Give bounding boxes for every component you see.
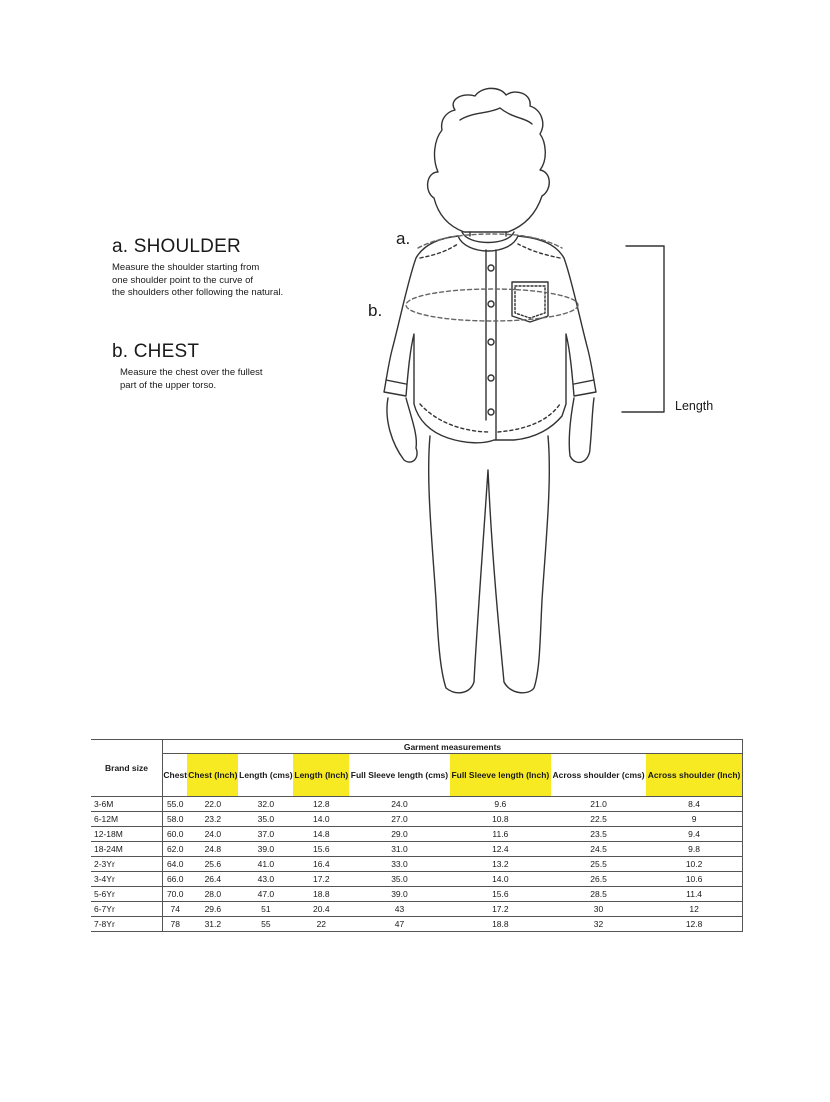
measurement-cell: 22.0 xyxy=(187,797,238,812)
measurement-cell: 22 xyxy=(293,917,349,932)
brand-size-cell: 7-8Yr xyxy=(91,917,163,932)
marker-b: b. xyxy=(368,301,383,320)
measurement-cell: 33.0 xyxy=(349,857,450,872)
table-row xyxy=(91,872,743,887)
measurement-cell: 12.4 xyxy=(450,842,551,857)
column-header: Full Sleeve length (Inch) xyxy=(450,754,551,797)
measurement-cell: 9 xyxy=(646,812,742,827)
measurement-cell: 60.0 xyxy=(163,827,188,842)
measurement-cell: 27.0 xyxy=(349,812,450,827)
measurement-cell: 55 xyxy=(238,917,293,932)
measurement-cell: 21.0 xyxy=(551,797,646,812)
measurement-cell: 17.2 xyxy=(293,872,349,887)
measurement-cell: 9.8 xyxy=(646,842,742,857)
measurement-cell: 10.8 xyxy=(450,812,551,827)
chest-description xyxy=(120,367,263,392)
child-head xyxy=(428,88,550,232)
measurement-cell: 64.0 xyxy=(163,857,188,872)
measurement-cell: 15.6 xyxy=(293,842,349,857)
measurement-cell: 55.0 xyxy=(163,797,188,812)
measurement-cell: 26.5 xyxy=(551,872,646,887)
column-header: Across shoulder (Inch) xyxy=(646,754,742,797)
measurement-cell: 43 xyxy=(349,902,450,917)
chest-measure-line xyxy=(406,289,578,321)
measurement-cell: 23.2 xyxy=(187,812,238,827)
chest-guide xyxy=(112,341,263,392)
measurement-cell: 32.0 xyxy=(238,797,293,812)
measurement-cell: 47 xyxy=(349,917,450,932)
measurement-cell: 12 xyxy=(646,902,742,917)
marker-a: a. xyxy=(396,229,411,248)
column-header: Length (cms) xyxy=(238,754,293,797)
measurement-cell: 20.4 xyxy=(293,902,349,917)
measurement-cell: 47.0 xyxy=(238,887,293,902)
measurement-cell: 13.2 xyxy=(450,857,551,872)
measurement-cell: 58.0 xyxy=(163,812,188,827)
table-row xyxy=(91,917,743,932)
brand-size-cell: 2-3Yr xyxy=(91,857,163,872)
brand-size-cell: 3-4Yr xyxy=(91,872,163,887)
measurement-cell: 31.2 xyxy=(187,917,238,932)
measurement-cell: 24.0 xyxy=(187,827,238,842)
measurement-cell: 62.0 xyxy=(163,842,188,857)
shoulder-description xyxy=(112,262,283,300)
column-header: Length (Inch) xyxy=(293,754,349,797)
measurement-cell: 14.0 xyxy=(450,872,551,887)
measurement-cell: 11.6 xyxy=(450,827,551,842)
chest-title: b. CHEST xyxy=(112,341,200,362)
measurement-cell: 17.2 xyxy=(450,902,551,917)
length-bracket xyxy=(622,246,664,412)
measurement-cell: 70.0 xyxy=(163,887,188,902)
measurement-cell: 10.2 xyxy=(646,857,742,872)
column-header: Across shoulder (cms) xyxy=(551,754,646,797)
brand-size-header: Brand size xyxy=(91,740,163,797)
measurement-cell: 51 xyxy=(238,902,293,917)
measurement-cell: 18.8 xyxy=(450,917,551,932)
measurement-cell: 8.4 xyxy=(646,797,742,812)
measurement-cell: 35.0 xyxy=(349,872,450,887)
table-row xyxy=(91,887,743,902)
measurement-cell: 24.5 xyxy=(551,842,646,857)
measurement-cell: 10.6 xyxy=(646,872,742,887)
measurement-cell: 74 xyxy=(163,902,188,917)
garment-measurements-header: Garment measurements xyxy=(163,740,743,754)
table-row xyxy=(91,827,743,842)
measurement-cell: 26.4 xyxy=(187,872,238,887)
measurement-cell: 18.8 xyxy=(293,887,349,902)
measurement-cell: 28.0 xyxy=(187,887,238,902)
length-label: Length xyxy=(675,399,714,413)
measurement-cell: 31.0 xyxy=(349,842,450,857)
brand-size-cell: 5-6Yr xyxy=(91,887,163,902)
shoulder-desc-line: the shoulders other following the natural. xyxy=(112,287,284,298)
measurement-cell: 16.4 xyxy=(293,857,349,872)
measurement-cell: 30 xyxy=(551,902,646,917)
measurement-cell: 25.6 xyxy=(187,857,238,872)
measurement-cell: 12.8 xyxy=(293,797,349,812)
measurement-cell: 66.0 xyxy=(163,872,188,887)
brand-size-cell: 6-12M xyxy=(91,812,163,827)
column-header: Chest xyxy=(163,754,188,797)
measurement-cell: 24.8 xyxy=(187,842,238,857)
measurement-cell: 39.0 xyxy=(349,887,450,902)
shoulder-guide xyxy=(112,236,283,300)
size-rows xyxy=(91,797,743,932)
column-header-row xyxy=(91,754,743,797)
chest-desc-line: part of the upper torso. xyxy=(120,379,217,391)
measurement-cell: 41.0 xyxy=(238,857,293,872)
measurement-cell: 28.5 xyxy=(551,887,646,902)
table-row xyxy=(91,857,743,872)
measurement-cell: 11.4 xyxy=(646,887,742,902)
shoulder-desc-line: Measure the shoulder starting from xyxy=(112,262,260,273)
measurement-cell: 39.0 xyxy=(238,842,293,857)
child-legs xyxy=(429,436,550,693)
table-row xyxy=(91,812,743,827)
shirt-pocket xyxy=(512,282,548,322)
brand-size-cell: 3-6M xyxy=(91,797,163,812)
column-header: Full Sleeve length (cms) xyxy=(349,754,450,797)
shoulder-title: a. SHOULDER xyxy=(112,236,241,257)
brand-size-cell: 6-7Yr xyxy=(91,902,163,917)
table-row xyxy=(91,797,743,812)
measurement-cell: 78 xyxy=(163,917,188,932)
size-chart-table xyxy=(91,739,743,932)
measurement-cell: 9.6 xyxy=(450,797,551,812)
measurement-cell: 22.5 xyxy=(551,812,646,827)
column-header: Chest (Inch) xyxy=(187,754,238,797)
measurement-cell: 32 xyxy=(551,917,646,932)
chest-desc-line: Measure the chest over the fullest xyxy=(120,367,263,378)
table-row xyxy=(91,842,743,857)
measurement-cell: 15.6 xyxy=(450,887,551,902)
measurement-cell: 14.0 xyxy=(293,812,349,827)
shoulder-desc-line: one shoulder point to the curve of xyxy=(112,274,254,286)
brand-size-cell: 12-18M xyxy=(91,827,163,842)
measurement-cell: 23.5 xyxy=(551,827,646,842)
measurement-cell: 29.6 xyxy=(187,902,238,917)
measurement-cell: 43.0 xyxy=(238,872,293,887)
measurement-cell: 14.8 xyxy=(293,827,349,842)
measurement-cell: 25.5 xyxy=(551,857,646,872)
measurement-cell: 35.0 xyxy=(238,812,293,827)
measurement-cell: 37.0 xyxy=(238,827,293,842)
brand-size-cell: 18-24M xyxy=(91,842,163,857)
measurement-cell: 9.4 xyxy=(646,827,742,842)
table-row xyxy=(91,902,743,917)
measurement-cell: 12.8 xyxy=(646,917,742,932)
measurement-cell: 29.0 xyxy=(349,827,450,842)
measurement-cell: 24.0 xyxy=(349,797,450,812)
